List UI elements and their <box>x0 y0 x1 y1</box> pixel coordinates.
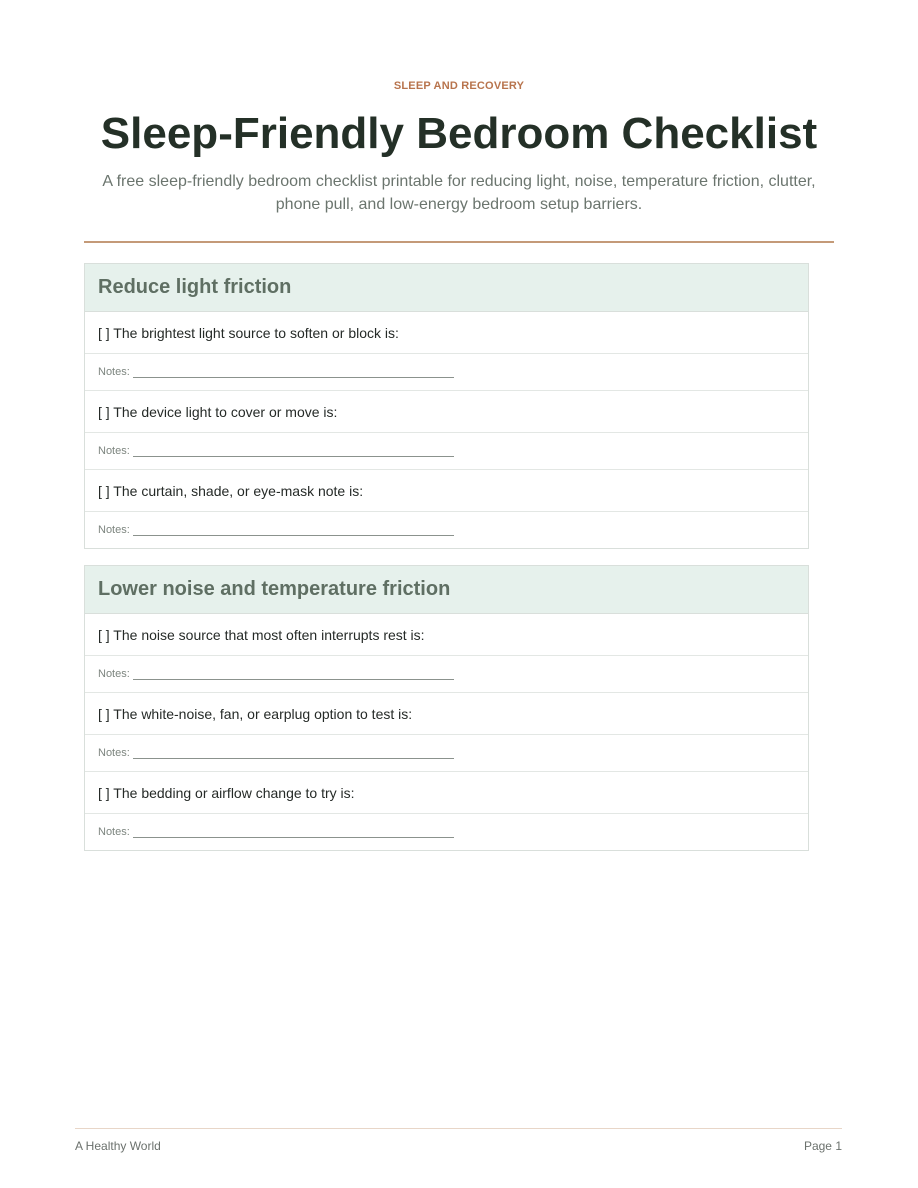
checklist-item[interactable]: [ ] The noise source that most often interrupts rest is: <box>85 614 808 656</box>
notes-label: Notes: <box>98 826 130 838</box>
notes-label: Notes: <box>98 747 130 759</box>
header-divider <box>84 241 834 243</box>
notes-label: Notes: <box>98 445 130 457</box>
notes-line <box>133 758 454 759</box>
notes-field[interactable] <box>85 433 808 470</box>
notes-label: Notes: <box>98 668 130 680</box>
section-reduce-light <box>84 263 809 549</box>
notes-field[interactable] <box>85 656 808 693</box>
eyebrow-label: SLEEP AND RECOVERY <box>393 80 525 92</box>
notes-field[interactable] <box>85 512 808 548</box>
notes-field[interactable] <box>85 354 808 391</box>
footer-brand: A Healthy World <box>75 1139 161 1153</box>
section-title: Reduce light friction <box>85 264 808 312</box>
checklist-item[interactable]: [ ] The bedding or airflow change to try is: <box>85 772 808 814</box>
checklist-item[interactable]: [ ] The white-noise, fan, or earplug option to test is: <box>85 693 808 735</box>
section-noise-temperature <box>84 565 809 851</box>
page-title: Sleep-Friendly Bedroom Checklist <box>100 109 818 158</box>
notes-field[interactable] <box>85 735 808 772</box>
checklist-item[interactable]: [ ] The device light to cover or move is: <box>85 391 808 433</box>
notes-field[interactable] <box>85 814 808 850</box>
notes-line <box>133 679 454 680</box>
page-number: Page 1 <box>803 1139 842 1153</box>
notes-label: Notes: <box>98 524 130 536</box>
notes-line <box>133 837 454 838</box>
checklist-item[interactable]: [ ] The curtain, shade, or eye-mask note is: <box>85 470 808 512</box>
footer-divider <box>75 1128 842 1129</box>
checklist-item[interactable]: [ ] The brightest light source to soften or block is: <box>85 312 808 354</box>
section-title: Lower noise and temperature friction <box>85 566 808 614</box>
notes-line <box>133 377 454 378</box>
page-subtitle: A free sleep-friendly bedroom checklist printable for reducing light, noise, temperature friction, clutter, phone pull, and low-energy bedroom setup barriers. <box>102 173 816 213</box>
notes-line <box>133 456 454 457</box>
notes-label: Notes: <box>98 366 130 378</box>
notes-line <box>133 535 454 536</box>
